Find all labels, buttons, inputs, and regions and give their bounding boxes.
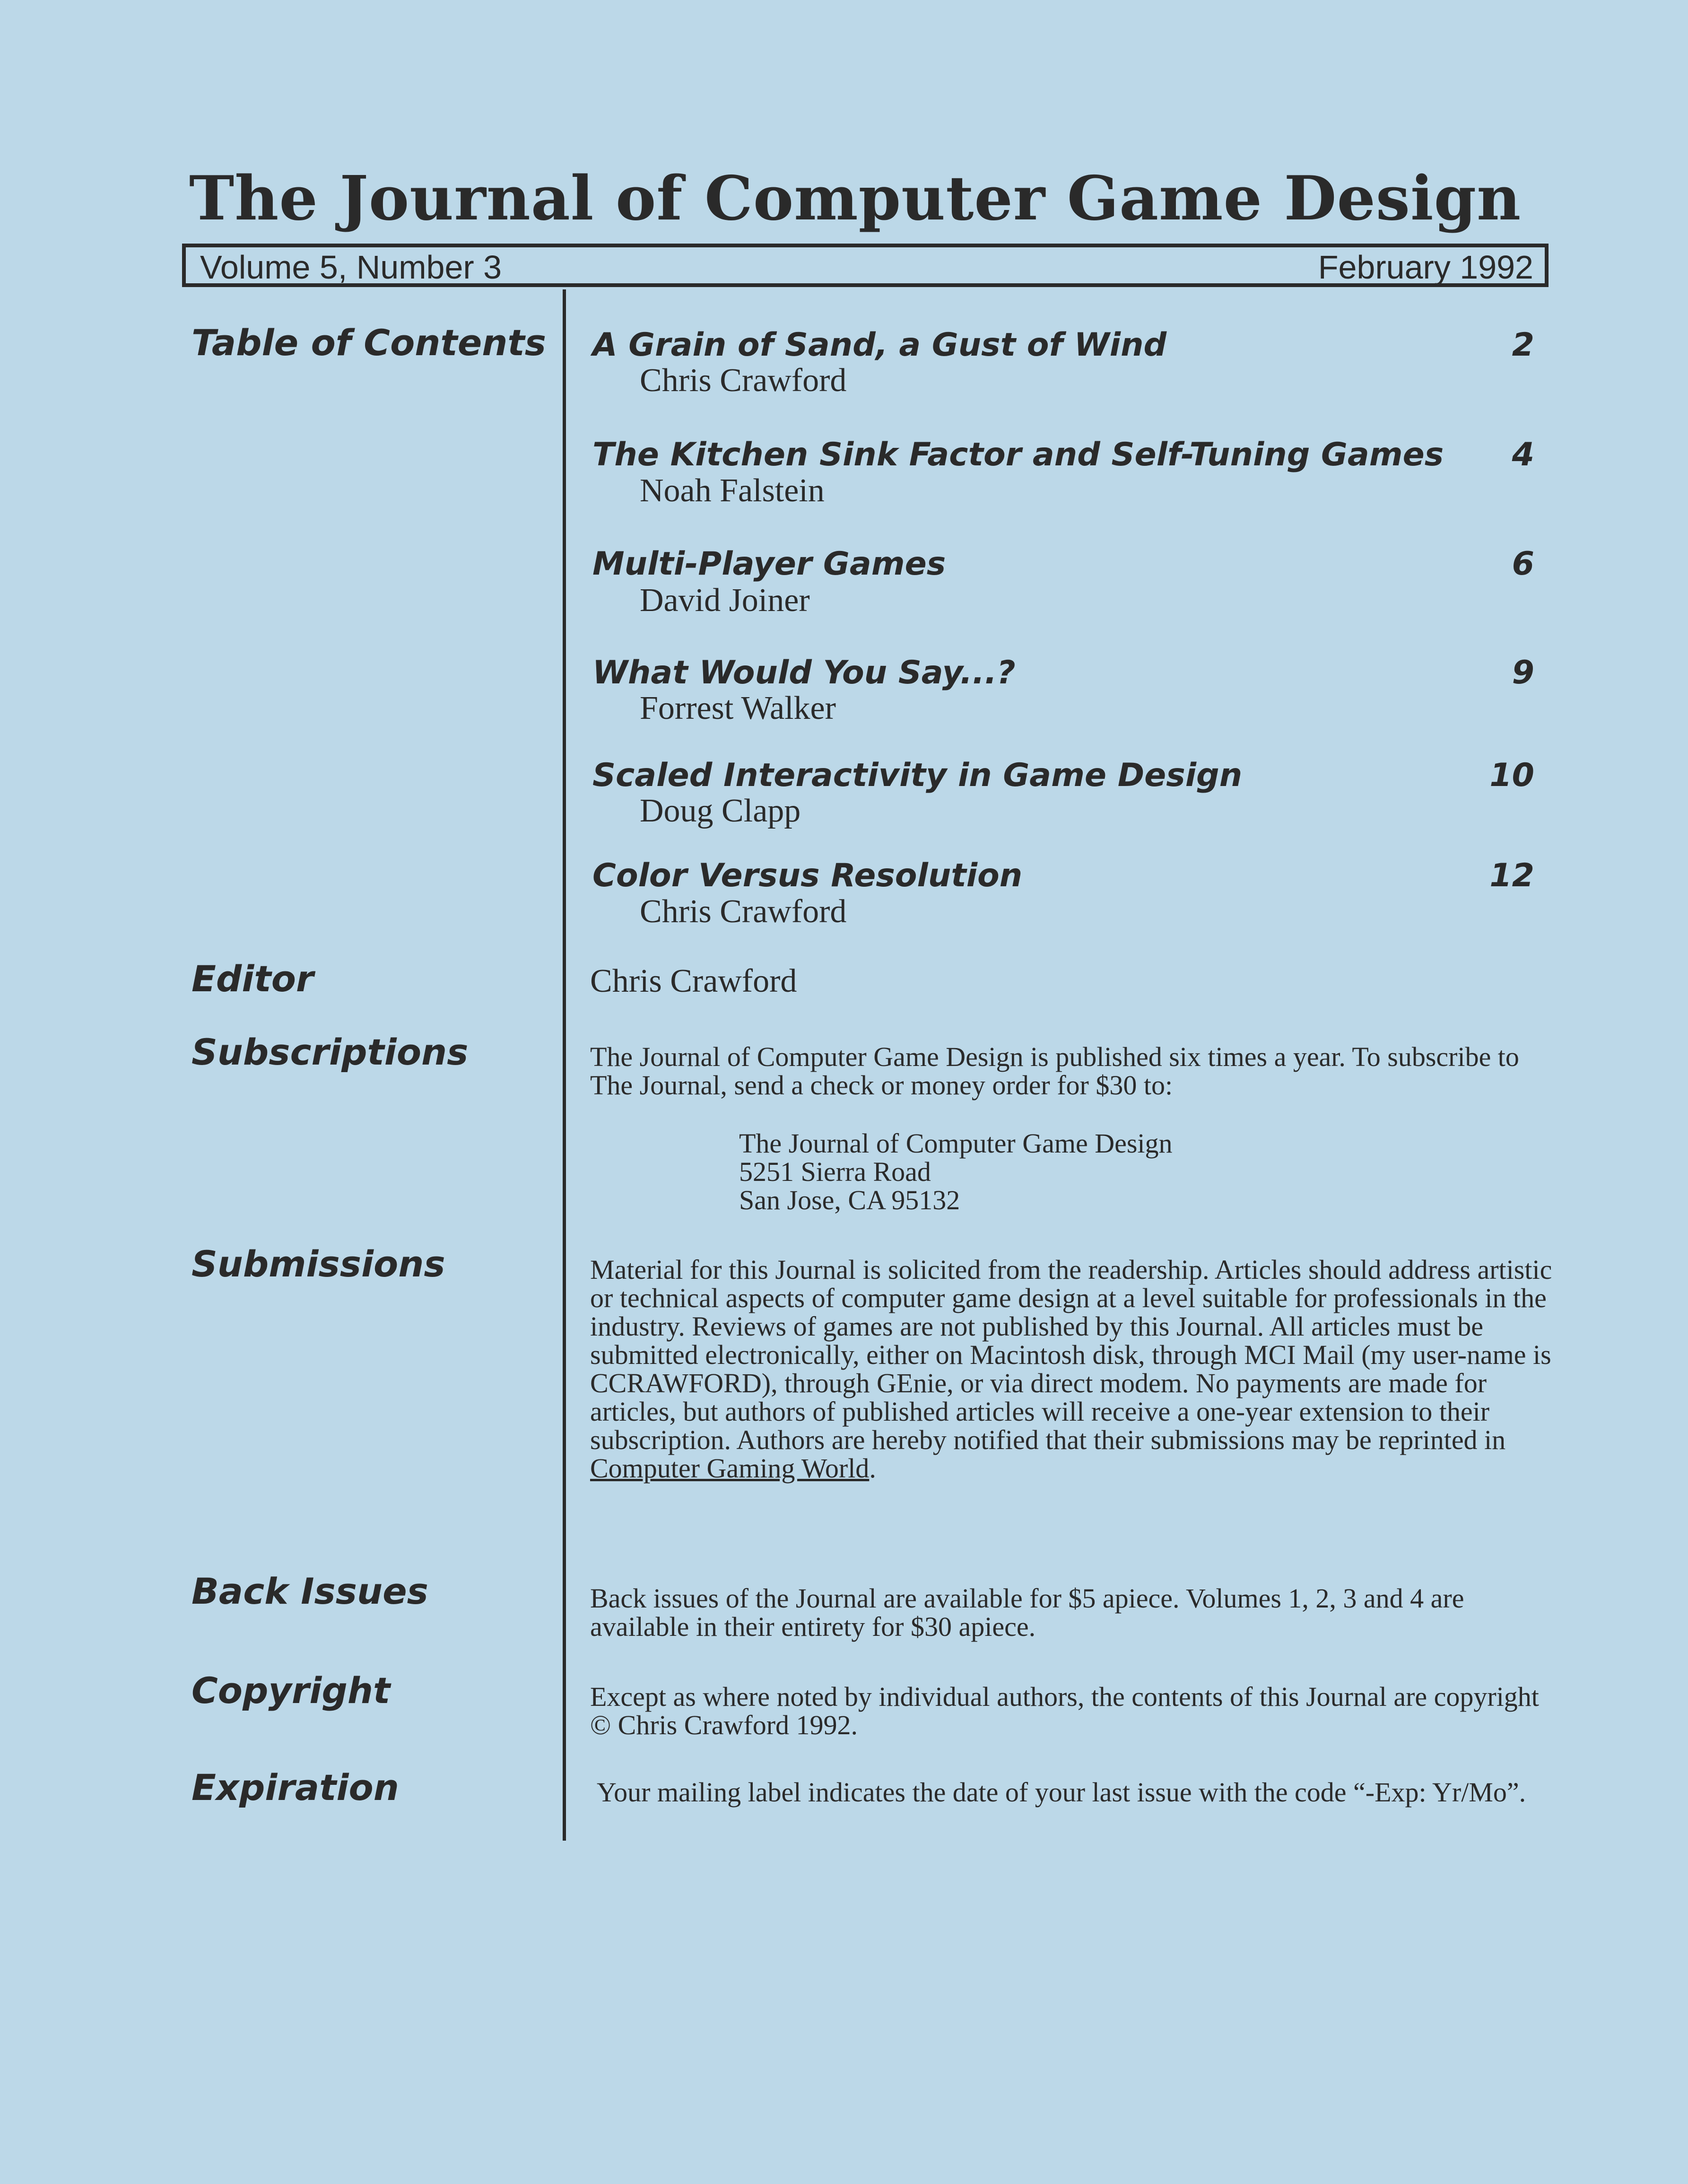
toc-entry-page: 9 [1512, 654, 1534, 691]
toc-entry-title[interactable]: Scaled Interactivity in Game Design [592, 757, 1243, 794]
toc-entry-page: 2 [1512, 326, 1534, 364]
volume-number: Volume 5, Number 3 [200, 249, 502, 286]
expiration-text [597, 1778, 1561, 1807]
vertical-divider [563, 289, 566, 1841]
toc-entry-page: 6 [1512, 545, 1534, 583]
toc-entry-title[interactable]: Multi-Player Games [592, 545, 946, 583]
back-issues-paragraph: Back issues of the Journal are available for $5 apiece. Volumes 1, 2, 3 and 4 are available in their entirety for $30 apiece. [590, 1583, 1464, 1642]
toc-entry-page: 12 [1489, 857, 1534, 894]
toc-entry-author: Noah Falstein [640, 472, 825, 509]
copyright-text [590, 1683, 1555, 1739]
toc-entry-title[interactable]: A Grain of Sand, a Gust of Wind [592, 326, 1167, 364]
expiration-paragraph: Your mailing label indicates the date of your last issue with the code “-Exp: Yr/Mo”. [597, 1777, 1526, 1808]
submissions-body: Material for this Journal is solicited from the readership. Articles should address artistic or technical aspects of computer game design at a level suitable for professionals in the industry. Reviews of games are not published by this Journal. All articles must be submitted electronically, either on Macintosh disk, through MCI Mail (my user-name is CCRAWFORD), through GEnie, or via direct modem. No payments are made for articles, but authors of published articles will receive a one-year extension to their subscription. Authors are hereby notified that their submissions may be reprinted in [590, 1254, 1552, 1455]
toc-entry-title[interactable]: What Would You Say...? [592, 654, 1016, 691]
toc-entry-title[interactable]: Color Versus Resolution [592, 857, 1023, 894]
submissions-label: Submissions [191, 1243, 445, 1285]
back-issues-text [590, 1584, 1555, 1641]
subscriptions-label: Subscriptions [191, 1031, 469, 1073]
editor-name: Chris Crawford [590, 963, 797, 999]
toc-entry-title[interactable]: The Kitchen Sink Factor and Self-Tuning Games [592, 436, 1444, 473]
issue-date: February 1992 [1318, 249, 1533, 286]
submissions-paragraph [590, 1256, 1555, 1483]
journal-title: The Journal of Computer Game Design [189, 163, 1522, 234]
toc-entry-author: David Joiner [640, 582, 810, 619]
toc-entry-author: Forrest Walker [640, 690, 836, 726]
masthead-bar [182, 244, 1549, 287]
submissions-end: . [869, 1453, 876, 1484]
copyright-label: Copyright [191, 1669, 391, 1712]
expiration-label: Expiration [191, 1766, 399, 1808]
submissions-text [590, 1256, 1555, 1483]
editor-label: Editor [191, 958, 314, 1000]
copyright-paragraph: Except as where noted by individual authors, the contents of this Journal are copyright © Chris Crawford 1992. [590, 1681, 1539, 1740]
toc-entry-page: 10 [1489, 757, 1534, 794]
toc-entry-author: Chris Crawford [640, 893, 847, 930]
toc-entry-page: 4 [1512, 436, 1534, 473]
address-line: 5251 Sierra Road [739, 1156, 931, 1187]
publication-name: Computer Gaming World [590, 1453, 870, 1484]
subscriptions-text [590, 1043, 1555, 1100]
toc-entry-author: Doug Clapp [640, 793, 801, 829]
mailing-address [739, 1129, 1173, 1214]
subscriptions-paragraph: The Journal of Computer Game Design is published six times a year. To subscribe to The Journal, send a check or money order for $30 to: [590, 1041, 1519, 1101]
back-issues-label: Back Issues [191, 1570, 428, 1612]
address-line: San Jose, CA 95132 [739, 1185, 960, 1215]
toc-entry-author: Chris Crawford [640, 362, 847, 399]
address-line: The Journal of Computer Game Design [739, 1128, 1173, 1159]
toc-label: Table of Contents [191, 322, 546, 364]
